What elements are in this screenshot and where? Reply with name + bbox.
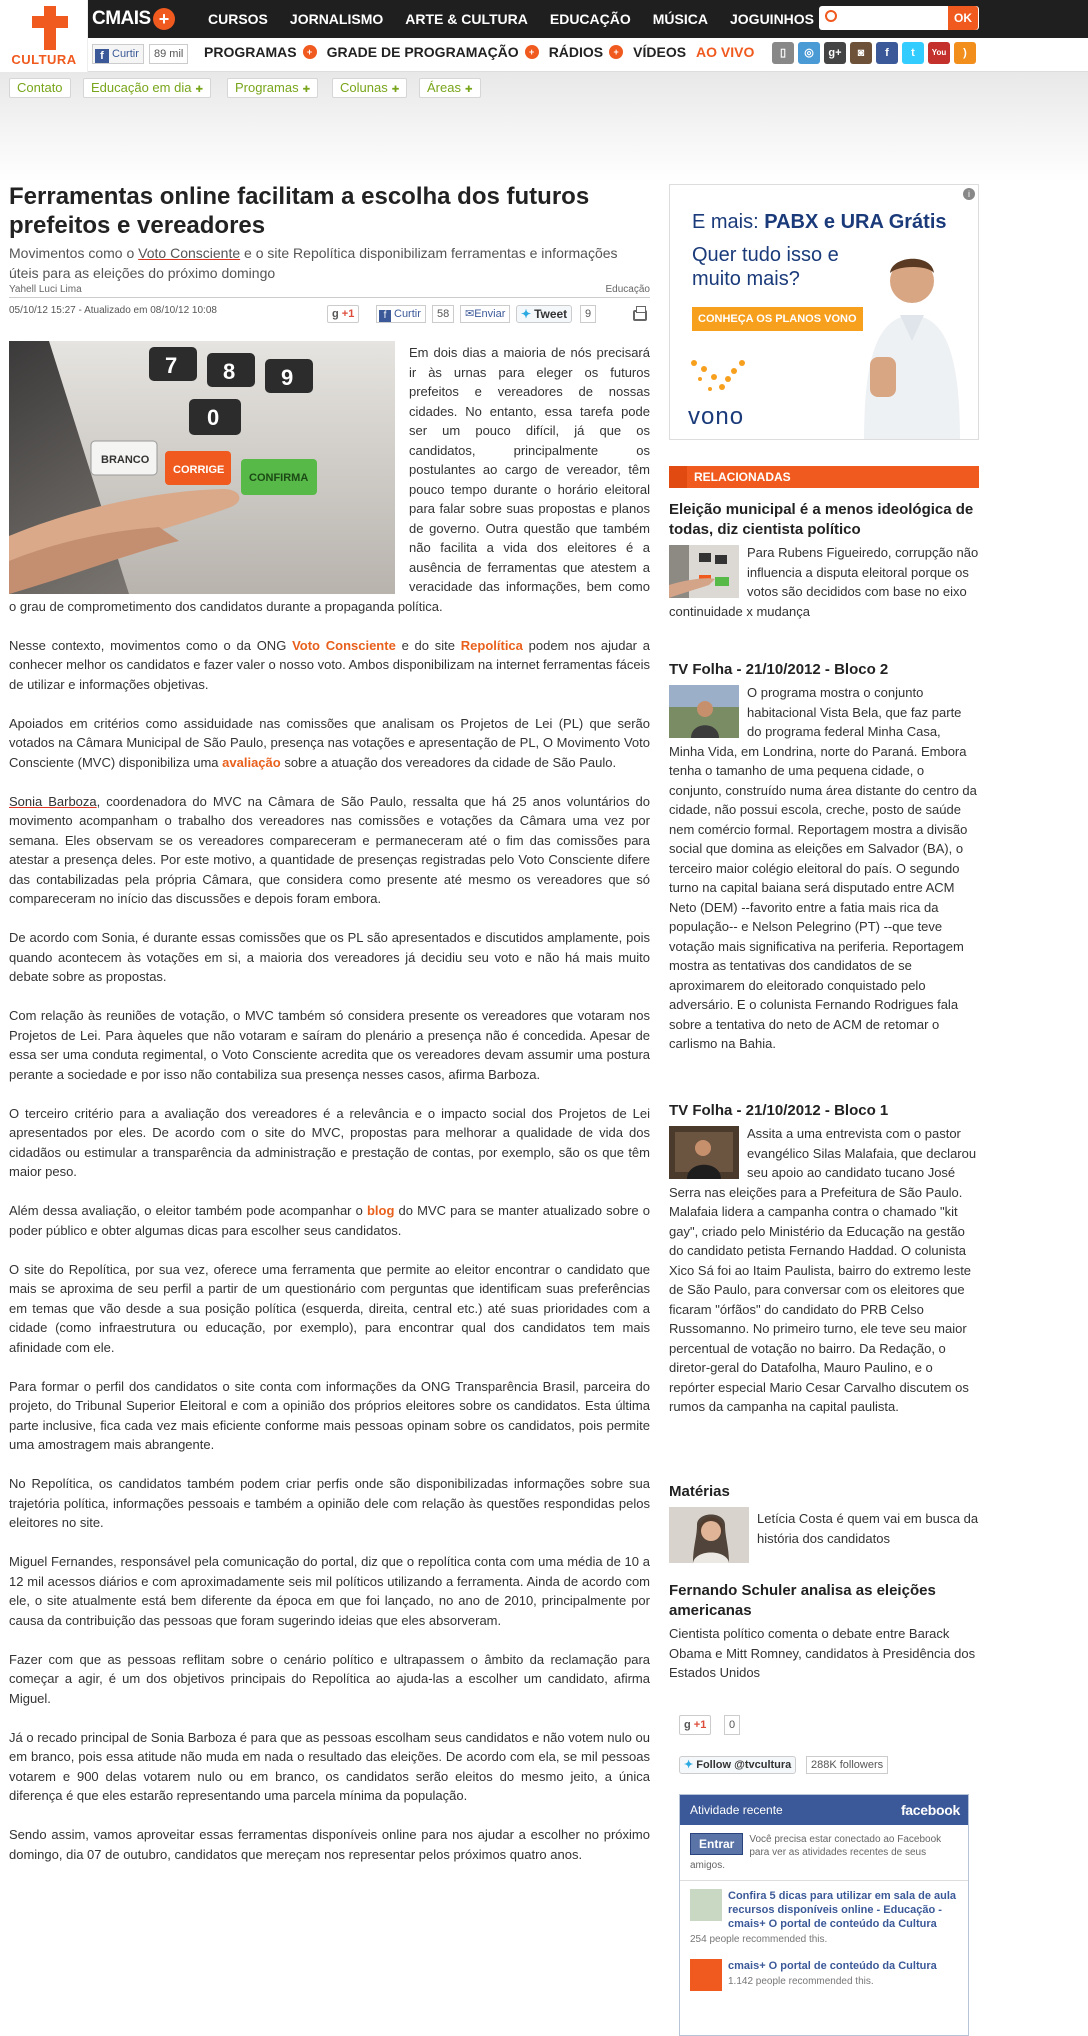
vono-dots-logo (688, 357, 748, 401)
related-text: O programa mostra o conjunto habitacional Vista Bela, que faz parte do programa federal Minha Casa, Minha Vida, em Londrina, norte do Paraná. Embora tenha o tamanho de uma pequena cidade, o conjunto, construído numa área distante do centro da cidade, não possui escola, creche, posto de saúde nem comércio formal. Reportagem mostra a divisão social que domina as eleições em Salvador (BA), o terceiro maior colégio eleitoral do país. O segundo turno na capital baiana será disputado entre ACM Neto (DEM) --favorito entre a fatia mais rica da população-- e Nelson Pelegrino (PT) --que teve votação mais significativa na periferia. Reportagem mostra as tentativas dos candidatos de se aproximarem do eleitorado conquistado pelo adversário. E o colunista Fernando Rodrigues fala sobre a tentativa do neto de ACM de retomar o carlismo na Bahia. (669, 685, 977, 1051)
search-ok-button[interactable]: OK (948, 6, 978, 30)
gplus-label: +1 (693, 1719, 707, 1731)
link-blog[interactable]: blog (366, 1203, 395, 1218)
subtitle-link[interactable]: Voto Consciente (138, 245, 241, 261)
text: sobre a atuação dos vereadores da cidade de São Paulo. (280, 754, 617, 770)
paragraph: Sendo assim, vamos aproveitar essas ferramentas disponíveis online para nos ajudar a escolher no próximo domingo, dia 07 de outubro, candidatos que mereçam nos representar pelos próximos quatro anos. (9, 1827, 650, 1862)
paragraph: Em dois dias a maioria de nós precisará ir às urnas para eleger os futuros prefeitos e vereadores de nossas cidades. No entanto, essa tarefa pode ser um pouco difícil, já que os candidatos, principalmente os postulantes ao cargo de vereador, têm pouco tempo durante o horário eleitoral para falar sobre suas propostas e planos de governo. Outra questão que também não facilita a vida dos eleitores é a ausência de ferramentas que atestem a veracidade das informações, bem como o grau de comprometimento dos candidatos durante a propaganda política. (9, 345, 650, 614)
key-7-label: 7 (165, 353, 178, 378)
text: e do site (395, 637, 461, 653)
photo-spacer (9, 343, 409, 593)
paragraph: Já o recado principal de Sonia Barboza é para que as pessoas escolham seus candidatos e não votem nulo ou em branco, pois essa atitude não muda em nada o resultado das eleições. De acordo com ela, se mil pessoas votarem e 900 delas votarem nulo ou em branco, os candidatos serão eleitos do mesmo jeito, a única diferença é que eles estarão representando uma parcela mínima da população. (9, 1729, 650, 1803)
g-icon: g (684, 1719, 691, 1731)
fb-label: Curtir (394, 308, 421, 320)
fb-item-link[interactable]: cmais+ O portal de conteúdo da Cultura (728, 1960, 937, 1972)
subnav-label: RÁDIOS (548, 44, 604, 60)
paragraph: No Repolítica, os candidatos também podem criar perfis onde são disponibilizadas informações sobre sua trajetória política, informações pessoais e também a opinião dele com relação às questões respondidas pelos eleitores no site. (9, 1476, 650, 1530)
paragraph: Com relação às reuniões de votação, o MVC também só considera presente os vereadores que votaram nos Projetos de Lei. Para àqueles que não votaram e saíram do plenário a presença não é concedida. Apesar de essa ser uma conduta regimental, o Voto Consciente acredita que os vereadores devam assumir uma postura perante a sociedade e por isso não contabiliza sua presença nesses casos, afirma Barboza. (9, 1008, 650, 1082)
sidebar-gplus-count: 0 (724, 1715, 740, 1735)
print-icon[interactable] (633, 310, 647, 321)
paragraph (9, 792, 650, 909)
subtitle-text: Movimentos como o (9, 245, 139, 261)
info-icon[interactable]: i (963, 188, 975, 200)
paragraph: Fazer com que as pessoas reflitam sobre o cenário político e ultrapassem o âmbito da reclamação para começar a agir, é um dos objetivos principais do Repolítica ao ajuda-las a escolher um candidato, afirma Miguel. (9, 1651, 650, 1706)
subnav-label: GRADE DE PROGRAMAÇÃO (326, 44, 519, 60)
fb-login-text: Você precisa estar conectado ao Facebook para ver as atividades recentes de seus amigos. (690, 1834, 942, 1871)
ad-headline (692, 211, 947, 234)
key-9-label: 9 (281, 365, 294, 390)
facebook-logo: facebook (900, 1802, 960, 1818)
mobile-icon[interactable]: ▯ (772, 42, 794, 64)
sidebar-gplus-button[interactable] (679, 1715, 711, 1735)
send-button[interactable] (460, 305, 510, 323)
tweet-button[interactable] (516, 305, 572, 323)
text: Além dessa avaliação, o eleitor também pode acompanhar o (9, 1203, 367, 1218)
search-icon (825, 10, 837, 22)
tweet-label: Tweet (534, 307, 568, 321)
related-text: Cientista político comenta o debate entre Barack Obama e Mitt Romney, candidatos à Presidência dos Estados Unidos (669, 1626, 976, 1680)
menu-educacao-em-dia[interactable] (83, 78, 211, 98)
text: podem nos ajudar a conhecer melhor os candidatos e fazer valer o nosso voto. Ambos disponibilizam na internet ferramentas fáceis de utilizar e informações objetivas. (9, 637, 650, 692)
text: do MVC para se manter atualizado sobre o poder público e obter algumas dicas para escolher seus candidatos. (9, 1203, 650, 1238)
fb-login-button[interactable]: Entrar (690, 1833, 743, 1855)
ad-cta-button[interactable]: CONHEÇA OS PLANOS VONO (692, 307, 863, 331)
related-title[interactable]: Eleição municipal é a menos ideológica de todas, diz cientista político (669, 501, 974, 538)
fb-item-link[interactable]: Confira 5 dicas para utilizar em sala de aula recursos disponíveis online - Educação - cmais+ O portal de conteúdo da Cultura (728, 1890, 957, 1930)
materias-section (669, 1482, 979, 1565)
related-item-1 (669, 500, 979, 621)
materias-title: Matérias (669, 1483, 730, 1500)
logo-text: CULTURA (11, 52, 77, 67)
sub-nav (204, 44, 764, 60)
key-8-label: 8 (223, 359, 236, 384)
g-icon: g (332, 308, 339, 320)
related-item-2 (669, 660, 979, 1054)
globe-icon[interactable]: ◎ (798, 42, 820, 64)
facebook-icon: f (379, 310, 391, 322)
cmais-label: CMAIS (92, 8, 151, 29)
chevron-down-icon: ✚ (302, 84, 311, 94)
cmais-plus-icon: + (153, 8, 175, 30)
related-thumb-voting-machine[interactable] (669, 545, 739, 598)
ad-brand: vono (688, 403, 745, 430)
paragraph: De acordo com Sonia, é durante essas comissões que os PL são apresentados e discutidos amplamente, pois quando acontecem às votações em si, a maioria dos vereadores já decidiu seu voto e não há mais muito debate sobre as propostas. (9, 930, 650, 984)
envelope-icon: ✉ (465, 308, 475, 320)
materias-text[interactable]: Letícia Costa é quem vai em busca da história dos candidatos (757, 1511, 979, 1546)
fb-item-count: 1.142 people recommended this. (728, 1976, 874, 1987)
paragraph: Para formar o perfil dos candidatos o site conta com informações da ONG Transparência Brasil, parceira do projeto, do Tribunal Superior Eleitoral e com a opinião dos próprios eleitores sobre os candidatos. Esta última parte inclusive, fica cada vez mais eficiente conforme mais pessoas opinam sobre os candidatos, pois permite uma amostragem mais abrangente. (9, 1378, 650, 1452)
twitter-follow-count: 288K followers (806, 1756, 888, 1774)
key-corrige-label: CORRIGE (173, 464, 225, 476)
article-subtitle (9, 243, 649, 283)
fb-share-button[interactable] (376, 305, 426, 323)
chevron-down-icon: ✚ (195, 84, 203, 94)
facebook-icon: f (95, 49, 109, 63)
paragraph: Miguel Fernandes, responsável pela comunicação do portal, diz que o repolítica conta com uma média de 10 a 12 mil acessos diários e com aproximadamente seis mil políticos utilizando a ferramenta. Ainda de acordo com ele, o site atualmente está bem diferente da época em que foi lançado, no ano de 2010, principalmente por causa da contribuição das pessoas que foram sugerindo ideias que eles absorveram. (9, 1554, 650, 1628)
ad-person-image (850, 245, 970, 440)
nav-educacao[interactable]: EDUCAÇÃO (549, 11, 631, 27)
related-title[interactable]: TV Folha - 21/10/2012 - Bloco 2 (669, 661, 889, 678)
twitter-bird-icon: ✦ (684, 1759, 694, 1771)
paragraph (9, 714, 650, 773)
fb-box-header (680, 1795, 968, 1825)
twitter-icon[interactable]: t (902, 42, 924, 64)
text: , coordenadora do MVC na Câmara de São Paulo, ressalta que há 25 anos voluntários do movimento acompanham o trabalho dos vereadores nas comissões e votações da Câmara uma vez por semana. Eles observam se os vereadores compareceram e permaneceram até o fim das comissões para atestar a presença deles. Por este motivo, a quantidade de presenças registradas pelo Voto Consciente difere das contabilizadas pela própria Câmara, que considera como presente até mesmo os vereadores que só compareceram no início das discussões e depois foram embora. (9, 793, 650, 906)
plus-circle-icon: + (609, 45, 623, 59)
article-dates: 05/10/12 15:27 - Atualizado em 08/10/12 10:08 (9, 305, 217, 316)
chevron-down-icon: ✚ (464, 84, 473, 94)
plus-circle-icon: + (303, 45, 317, 59)
ad-text: E mais: (692, 211, 765, 233)
menu-areas[interactable] (419, 78, 481, 98)
subnav-videos[interactable] (633, 44, 686, 60)
key-branco-label: BRANCO (101, 454, 150, 466)
menu-label: Educação em dia (91, 80, 192, 95)
fb-item-count: 254 people recommended this. (690, 1934, 828, 1945)
related-text: Para Rubens Figueiredo, corrupção não influencia a disputa eleitoral porque os votos são decididos com base no eixo continuidade x mudança (669, 545, 979, 619)
paragraph (9, 636, 650, 695)
fb-like-label: Curtir (112, 48, 139, 60)
article-title: Ferramentas online facilitam a escolha dos futuros prefeitos e vereadores (9, 183, 590, 239)
nav-musica[interactable]: MÚSICA (652, 11, 708, 27)
menu-contato[interactable] (9, 78, 71, 98)
cmais-logo[interactable] (92, 8, 175, 30)
follow-label: Follow @tvcultura (696, 1759, 792, 1771)
send-label: Enviar (474, 308, 506, 320)
facebook-activity-box (679, 1794, 969, 2036)
menu-label: Programas (235, 80, 299, 95)
nav-cursos[interactable]: CURSOS (208, 11, 268, 27)
related-thumb-video[interactable] (669, 1126, 739, 1179)
menu-programas[interactable] (227, 78, 318, 98)
twitter-follow-button[interactable] (679, 1756, 796, 1774)
subnav-programas[interactable] (204, 44, 317, 60)
related-title[interactable]: TV Folha - 21/10/2012 - Bloco 1 (669, 1102, 889, 1119)
nav-arte-cultura[interactable]: ARTE & CULTURA (405, 11, 528, 27)
article-category[interactable]: Educação (605, 284, 650, 295)
key-confirma-label: CONFIRMA (249, 472, 309, 484)
link-voto-consciente[interactable]: Voto Consciente (292, 637, 396, 653)
related-thumb-video[interactable] (669, 685, 739, 738)
materias-thumb[interactable] (669, 1507, 749, 1563)
google-plus-icon[interactable]: g+ (824, 42, 846, 64)
article-author: Yahell Luci Lima (9, 284, 82, 295)
top-nav (208, 11, 836, 27)
paragraph (9, 1201, 650, 1240)
link-repolitica[interactable]: Repolítica (460, 637, 523, 653)
subtitle-text: e o site Repolítica disponibilizam ferramentas e informações úteis para as eleições do próximo domingo (9, 245, 618, 281)
nav-joguinhos[interactable]: JOGUINHOS (730, 11, 815, 27)
subnav-ao-vivo[interactable]: AO VIVO (696, 44, 755, 60)
subnav-label: PROGRAMAS (204, 44, 297, 60)
fb-like-button[interactable] (92, 44, 144, 64)
menu-label: Colunas (340, 80, 388, 95)
ad-subline: Quer tudo isso e muito mais? (692, 244, 839, 290)
article-body (9, 343, 650, 1884)
cultura-logo[interactable] (0, 0, 88, 72)
twitter-bird-icon: ✦ (521, 307, 532, 321)
divider (9, 297, 650, 298)
fb-box-title: Atividade recente (690, 1803, 783, 1817)
ad-text-bold: PABX e URA Grátis (764, 211, 947, 233)
related-title[interactable]: Fernando Schuler analisa as eleições americanas (669, 1582, 936, 1619)
related-text: Assita a uma entrevista com o pastor evangélico Silas Malafaia, que declarou seu apoio ao candidato tucano José Serra nas eleições para a Prefeitura de São Paulo. Malafaia lidera a campanha contra o chamado "kit gay", criado pelo Ministério da Educação na gestão do candidato petista Fernando Haddad. O colunista Xico Sá foi ao Itaim Paulista, bairro do extremo leste de São Paulo, para conversar com os eleitores que ficaram "órfãos" do candidato do PRB Celso Russomanno. No primeiro turno, ele teve seu maior percentual de votação no bairro. Da Redação, o diretor-geral do Datafolha, Mauro Paulino, e o repórter especial Mario Cesar Carvalho discutem os rumos da campanha na capital paulista. (669, 1126, 977, 1414)
subnav-label: VÍDEOS (633, 44, 687, 60)
menu-label: Áreas (427, 80, 461, 95)
plus-circle-icon: + (525, 45, 539, 59)
gplus-button[interactable] (327, 305, 359, 323)
paragraph: O terceiro critério para a avaliação dos vereadores é a relevância e o impacto social dos Projetos de Lei apresentados por eles. De acordo com o site do MVC, propostas para melhorar a qualidade de vida dos cidadãos ou estimular a transparência da administração e prestação de contas, por exemplo, são os que têm maior peso. (9, 1105, 650, 1179)
related-item-4 (669, 1581, 979, 1683)
instagram-icon[interactable]: ◙ (850, 42, 872, 64)
youtube-icon[interactable]: You (928, 42, 950, 64)
chevron-down-icon: ✚ (391, 84, 400, 94)
cultura-cross-icon (32, 6, 68, 50)
tweet-count: 9 (580, 305, 596, 323)
nav-jornalismo[interactable]: JORNALISMO (289, 11, 384, 27)
vono-ad-banner[interactable] (669, 184, 979, 440)
menu-colunas[interactable] (332, 78, 407, 98)
social-icons (772, 42, 976, 64)
gplus-label: +1 (341, 308, 355, 320)
fb-item-thumb (690, 1889, 722, 1921)
fb-share-count: 58 (432, 305, 454, 323)
menu-label: Contato (17, 80, 63, 95)
fb-like-count: 89 mil (149, 44, 188, 64)
related-header: RELACIONADAS (669, 466, 979, 488)
key-0-label: 0 (207, 405, 220, 430)
subnav-radios[interactable] (549, 44, 623, 60)
sonia-barboza-name: Sonia Barboza (9, 793, 97, 809)
paragraph: O site do Repolítica, por sua vez, oferece uma ferramenta que permite ao eleitor encontrar o candidato que mais se aproxima de seu perfil a partir de um questionário com perguntas que identificam suas preferências em temas que vão desde a sua posição política (esquerda, direita, central etc.) até suas prioridades com a cidade (como infraestrutura ou educação, por exemplo), para encontrar qual dos candidatos tem mais afinidade com ele. (9, 1261, 650, 1355)
rss-icon[interactable]: ) (954, 42, 976, 64)
text: Apoiados em critérios como assiduidade nas comissões que analisam os Projetos de Lei (PL) que serão votados na Câmara Municipal de São Paulo, presença nas votações e apresentação de PL, O Movimento Voto Consciente (MVC) disponibiliza uma (9, 715, 650, 770)
fb-item-thumb (690, 1959, 722, 1991)
subnav-grade[interactable] (327, 44, 539, 60)
facebook-icon[interactable]: f (876, 42, 898, 64)
fb-activity-item (680, 1951, 968, 1995)
fb-login-row (680, 1825, 968, 1881)
fb-activity-item (680, 1881, 968, 1951)
text: Nesse contexto, movimentos como o da ONG (9, 637, 293, 653)
link-avaliacao[interactable]: avaliação (222, 754, 281, 770)
related-item-3 (669, 1101, 979, 1417)
